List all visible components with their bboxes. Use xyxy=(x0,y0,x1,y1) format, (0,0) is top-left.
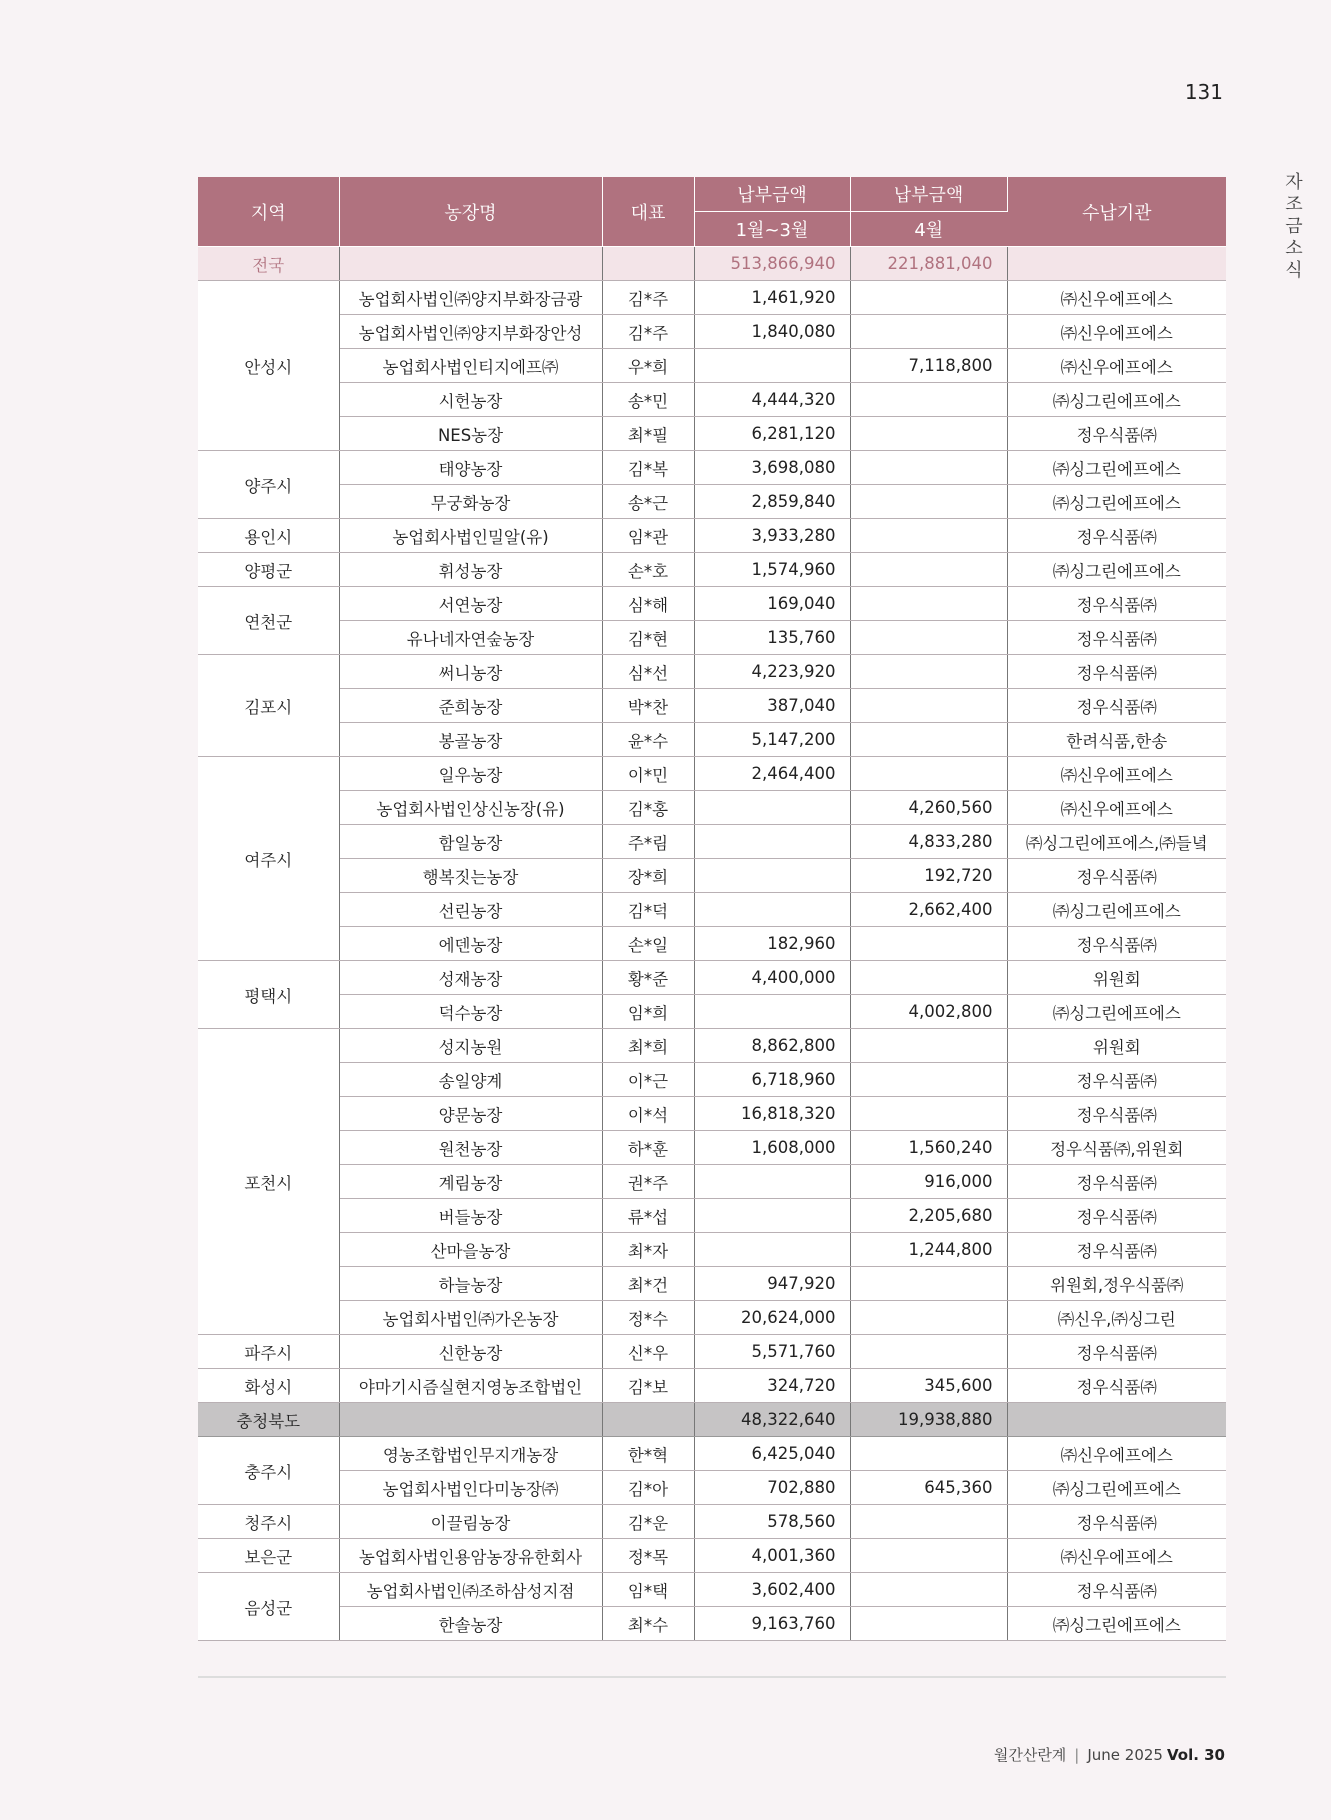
representative-cell: 주*림 xyxy=(602,825,694,859)
region-cell: 연천군 xyxy=(198,587,339,655)
amount-q1-cell xyxy=(694,1199,850,1233)
representative-cell: 임*관 xyxy=(602,519,694,553)
agency-cell: 정우식품㈜ xyxy=(1007,1233,1226,1267)
representative-cell: 김*아 xyxy=(602,1471,694,1505)
farm-name-cell: NES농장 xyxy=(339,417,602,451)
farm-name-cell: 농업회사법인티지에프㈜ xyxy=(339,349,602,383)
region-cell: 여주시 xyxy=(198,757,339,961)
representative-cell: 최*자 xyxy=(602,1233,694,1267)
representative-cell: 이*석 xyxy=(602,1097,694,1131)
farm-name-cell: 봉골농장 xyxy=(339,723,602,757)
amount-apr-cell xyxy=(850,689,1007,723)
agency-cell: 정우식품㈜ xyxy=(1007,417,1226,451)
representative-cell: 임*택 xyxy=(602,1573,694,1607)
table-row xyxy=(198,417,1226,451)
farm-name-cell: 원천농장 xyxy=(339,1131,602,1165)
agency-cell: ㈜신우에프에스 xyxy=(1007,791,1226,825)
amount-apr-cell: 2,205,680 xyxy=(850,1199,1007,1233)
amount-apr-cell xyxy=(850,315,1007,349)
representative-cell: 권*주 xyxy=(602,1165,694,1199)
farm-name-cell: 행복짓는농장 xyxy=(339,859,602,893)
table-row xyxy=(198,859,1226,893)
agency-cell: ㈜신우에프에스 xyxy=(1007,281,1226,315)
agency-cell: ㈜신우에프에스 xyxy=(1007,1437,1226,1471)
agency-cell: ㈜싱그린에프에스 xyxy=(1007,553,1226,587)
payment-table-container xyxy=(198,177,1226,1641)
footer-issue: June 2025 xyxy=(1087,1746,1163,1764)
agency-cell: 위원회 xyxy=(1007,1029,1226,1063)
table-row xyxy=(198,1301,1226,1335)
payment-table xyxy=(198,177,1226,1641)
farm-name-cell: 송일양계 xyxy=(339,1063,602,1097)
amount-apr-cell: 2,662,400 xyxy=(850,893,1007,927)
amount-apr-cell: 192,720 xyxy=(850,859,1007,893)
table-row xyxy=(198,757,1226,791)
amount-q1-cell: 16,818,320 xyxy=(694,1097,850,1131)
agency-cell: 정우식품㈜ xyxy=(1007,587,1226,621)
table-row xyxy=(198,791,1226,825)
table-row xyxy=(198,1607,1226,1641)
amount-apr-cell xyxy=(850,1063,1007,1097)
farm-name-cell: 야마기시즘실현지영농조합법인 xyxy=(339,1369,602,1403)
amount-q1-cell: 702,880 xyxy=(694,1471,850,1505)
amount-q1-cell: 578,560 xyxy=(694,1505,850,1539)
farm-name-cell: 하늘농장 xyxy=(339,1267,602,1301)
region-cell: 평택시 xyxy=(198,961,339,1029)
agency-cell: 정우식품㈜ xyxy=(1007,621,1226,655)
farm-name-cell: 영농조합법인무지개농장 xyxy=(339,1437,602,1471)
agency-cell: ㈜신우에프에스 xyxy=(1007,315,1226,349)
farm-name-cell: 태양농장 xyxy=(339,451,602,485)
header-period-apr: 4월 xyxy=(850,212,1007,247)
footer-volume: Vol. 30 xyxy=(1166,1746,1225,1764)
representative-cell: 정*수 xyxy=(602,1301,694,1335)
amount-apr-cell xyxy=(850,1335,1007,1369)
table-row xyxy=(198,893,1226,927)
agency-cell: ㈜싱그린에프에스,㈜들녘 xyxy=(1007,825,1226,859)
agency-cell: ㈜신우에프에스 xyxy=(1007,1539,1226,1573)
farm-name-cell: 한솔농장 xyxy=(339,1607,602,1641)
amount-q1-cell: 9,163,760 xyxy=(694,1607,850,1641)
farm-name-cell: 농업회사법인㈜조하삼성지점 xyxy=(339,1573,602,1607)
representative-cell: 한*혁 xyxy=(602,1437,694,1471)
amount-q1-cell xyxy=(694,1233,850,1267)
table-row xyxy=(198,383,1226,417)
representative-cell: 김*복 xyxy=(602,451,694,485)
representative-cell: 황*준 xyxy=(602,961,694,995)
representative-cell: 김*운 xyxy=(602,1505,694,1539)
representative-cell: 김*주 xyxy=(602,315,694,349)
amount-q1-cell: 20,624,000 xyxy=(694,1301,850,1335)
header-agency: 수납기관 xyxy=(1007,177,1226,247)
agency-cell: ㈜싱그린에프에스 xyxy=(1007,995,1226,1029)
farm-name-cell: 계림농장 xyxy=(339,1165,602,1199)
representative-cell: 송*근 xyxy=(602,485,694,519)
farm-name-cell: 농업회사법인밀알(유) xyxy=(339,519,602,553)
region-cell: 용인시 xyxy=(198,519,339,553)
representative-cell: 손*일 xyxy=(602,927,694,961)
agency-cell: 정우식품㈜ xyxy=(1007,927,1226,961)
farm-name-cell: 휘성농장 xyxy=(339,553,602,587)
amount-q1-cell: 135,760 xyxy=(694,621,850,655)
farm-name-cell: 써니농장 xyxy=(339,655,602,689)
representative-cell: 손*호 xyxy=(602,553,694,587)
farm-name-cell: 시헌농장 xyxy=(339,383,602,417)
agency-cell: ㈜신우,㈜싱그린 xyxy=(1007,1301,1226,1335)
amount-q1-cell: 3,933,280 xyxy=(694,519,850,553)
agency-cell: ㈜싱그린에프에스 xyxy=(1007,383,1226,417)
table-row xyxy=(198,1131,1226,1165)
table-row xyxy=(198,485,1226,519)
agency-cell: 정우식품㈜ xyxy=(1007,1369,1226,1403)
table-row xyxy=(198,621,1226,655)
amount-q1-cell xyxy=(694,1165,850,1199)
amount-apr-cell xyxy=(850,1607,1007,1641)
amount-q1-cell: 1,574,960 xyxy=(694,553,850,587)
farm-name-cell: 성재농장 xyxy=(339,961,602,995)
representative-cell: 윤*수 xyxy=(602,723,694,757)
amount-apr-cell xyxy=(850,587,1007,621)
table-row xyxy=(198,1539,1226,1573)
table-row xyxy=(198,349,1226,383)
amount-apr-cell: 4,002,800 xyxy=(850,995,1007,1029)
amount-apr-cell xyxy=(850,1539,1007,1573)
amount-apr-cell: 345,600 xyxy=(850,1369,1007,1403)
table-row xyxy=(198,1471,1226,1505)
amount-q1-cell: 3,602,400 xyxy=(694,1573,850,1607)
region-cell: 포천시 xyxy=(198,1029,339,1335)
national-total-row xyxy=(198,247,1226,281)
agency-cell: ㈜싱그린에프에스 xyxy=(1007,1607,1226,1641)
farm-name-cell: 농업회사법인㈜양지부화장금광 xyxy=(339,281,602,315)
amount-apr-cell: 4,833,280 xyxy=(850,825,1007,859)
farm-name-cell: 성지농원 xyxy=(339,1029,602,1063)
table-body xyxy=(198,247,1226,1641)
agency-cell: 정우식품㈜ xyxy=(1007,689,1226,723)
table-row xyxy=(198,1437,1226,1471)
table-row xyxy=(198,1199,1226,1233)
farm-name-cell: 농업회사법인다미농장㈜ xyxy=(339,1471,602,1505)
national-total-q1: 513,866,940 xyxy=(694,247,850,281)
amount-apr-cell xyxy=(850,1029,1007,1063)
table-row xyxy=(198,587,1226,621)
amount-apr-cell xyxy=(850,485,1007,519)
farm-name-cell: 신한농장 xyxy=(339,1335,602,1369)
amount-apr-cell xyxy=(850,553,1007,587)
table-row xyxy=(198,655,1226,689)
footer-magazine: 월간산란계 xyxy=(993,1746,1067,1764)
agency-cell: 위원회 xyxy=(1007,961,1226,995)
amount-apr-cell xyxy=(850,757,1007,791)
agency-cell: ㈜싱그린에프에스 xyxy=(1007,893,1226,927)
amount-q1-cell xyxy=(694,825,850,859)
province-total-q1: 48,322,640 xyxy=(694,1403,850,1437)
representative-cell: 장*희 xyxy=(602,859,694,893)
agency-cell: 정우식품㈜ xyxy=(1007,1165,1226,1199)
amount-apr-cell: 7,118,800 xyxy=(850,349,1007,383)
amount-q1-cell xyxy=(694,791,850,825)
representative-cell: 우*희 xyxy=(602,349,694,383)
national-total-label: 전국 xyxy=(198,247,339,281)
representative-cell: 김*덕 xyxy=(602,893,694,927)
farm-name-cell: 덕수농장 xyxy=(339,995,602,1029)
table-row xyxy=(198,723,1226,757)
representative-cell: 정*목 xyxy=(602,1539,694,1573)
amount-q1-cell: 2,859,840 xyxy=(694,485,850,519)
farm-name-cell: 버들농장 xyxy=(339,1199,602,1233)
header-period-q1: 1월~3월 xyxy=(694,212,850,247)
table-row xyxy=(198,825,1226,859)
agency-cell: 정우식품㈜,위원회 xyxy=(1007,1131,1226,1165)
farm-name-cell: 농업회사법인㈜양지부화장안성 xyxy=(339,315,602,349)
amount-apr-cell: 1,560,240 xyxy=(850,1131,1007,1165)
farm-name-cell: 준희농장 xyxy=(339,689,602,723)
representative-cell: 김*현 xyxy=(602,621,694,655)
province-total-row xyxy=(198,1403,1226,1437)
region-cell: 화성시 xyxy=(198,1369,339,1403)
table-row xyxy=(198,995,1226,1029)
representative-cell: 최*희 xyxy=(602,1029,694,1063)
amount-apr-cell xyxy=(850,1437,1007,1471)
header-amount-q1: 납부금액 xyxy=(694,177,850,212)
amount-q1-cell: 947,920 xyxy=(694,1267,850,1301)
table-row xyxy=(198,1165,1226,1199)
amount-q1-cell xyxy=(694,859,850,893)
table-row xyxy=(198,1233,1226,1267)
representative-cell: 하*훈 xyxy=(602,1131,694,1165)
amount-apr-cell xyxy=(850,383,1007,417)
table-row xyxy=(198,451,1226,485)
amount-q1-cell xyxy=(694,349,850,383)
farm-name-cell: 농업회사법인상신농장(유) xyxy=(339,791,602,825)
representative-cell: 김*주 xyxy=(602,281,694,315)
amount-q1-cell: 1,840,080 xyxy=(694,315,850,349)
amount-q1-cell: 6,425,040 xyxy=(694,1437,850,1471)
table-row xyxy=(198,1369,1226,1403)
header-farm: 농장명 xyxy=(339,177,602,247)
representative-cell: 신*우 xyxy=(602,1335,694,1369)
amount-q1-cell xyxy=(694,893,850,927)
farm-name-cell: 유나네자연숲농장 xyxy=(339,621,602,655)
region-cell: 양주시 xyxy=(198,451,339,519)
agency-cell: ㈜싱그린에프에스 xyxy=(1007,451,1226,485)
farm-name-cell: 양문농장 xyxy=(339,1097,602,1131)
representative-cell: 송*민 xyxy=(602,383,694,417)
province-total-apr: 19,938,880 xyxy=(850,1403,1007,1437)
region-cell: 김포시 xyxy=(198,655,339,757)
region-cell: 보은군 xyxy=(198,1539,339,1573)
table-row xyxy=(198,1505,1226,1539)
agency-cell: 정우식품㈜ xyxy=(1007,655,1226,689)
agency-cell: ㈜신우에프에스 xyxy=(1007,349,1226,383)
amount-apr-cell xyxy=(850,451,1007,485)
table-row xyxy=(198,315,1226,349)
table-row xyxy=(198,519,1226,553)
amount-apr-cell xyxy=(850,927,1007,961)
amount-q1-cell: 182,960 xyxy=(694,927,850,961)
representative-cell: 이*민 xyxy=(602,757,694,791)
table-row xyxy=(198,1267,1226,1301)
amount-q1-cell: 4,223,920 xyxy=(694,655,850,689)
amount-apr-cell xyxy=(850,417,1007,451)
page-number: 131 xyxy=(1184,80,1223,104)
amount-apr-cell xyxy=(850,655,1007,689)
amount-apr-cell xyxy=(850,1097,1007,1131)
agency-cell: ㈜싱그린에프에스 xyxy=(1007,485,1226,519)
representative-cell: 김*보 xyxy=(602,1369,694,1403)
amount-q1-cell: 4,444,320 xyxy=(694,383,850,417)
farm-name-cell: 이끌림농장 xyxy=(339,1505,602,1539)
agency-cell: 정우식품㈜ xyxy=(1007,859,1226,893)
footer: 월간산란계 | June 2025 Vol. 30 xyxy=(993,1746,1225,1764)
amount-apr-cell xyxy=(850,519,1007,553)
table-row xyxy=(198,927,1226,961)
amount-apr-cell xyxy=(850,1301,1007,1335)
agency-cell: 정우식품㈜ xyxy=(1007,1335,1226,1369)
header-amount-apr: 납부금액 xyxy=(850,177,1007,212)
farm-name-cell: 선린농장 xyxy=(339,893,602,927)
representative-cell: 김*홍 xyxy=(602,791,694,825)
header-region: 지역 xyxy=(198,177,339,247)
representative-cell: 이*근 xyxy=(602,1063,694,1097)
agency-cell: 위원회,정우식품㈜ xyxy=(1007,1267,1226,1301)
farm-name-cell: 함일농장 xyxy=(339,825,602,859)
amount-q1-cell: 387,040 xyxy=(694,689,850,723)
agency-cell: 정우식품㈜ xyxy=(1007,1505,1226,1539)
agency-cell: 정우식품㈜ xyxy=(1007,1097,1226,1131)
amount-q1-cell: 1,608,000 xyxy=(694,1131,850,1165)
farm-name-cell: 에덴농장 xyxy=(339,927,602,961)
amount-apr-cell xyxy=(850,1267,1007,1301)
agency-cell: ㈜싱그린에프에스 xyxy=(1007,1471,1226,1505)
representative-cell: 류*섭 xyxy=(602,1199,694,1233)
table-row xyxy=(198,553,1226,587)
farm-name-cell: 서연농장 xyxy=(339,587,602,621)
amount-q1-cell: 4,400,000 xyxy=(694,961,850,995)
region-cell: 음성군 xyxy=(198,1573,339,1641)
section-side-label: 자조금소식 xyxy=(1282,172,1303,282)
representative-cell: 심*선 xyxy=(602,655,694,689)
region-cell: 청주시 xyxy=(198,1505,339,1539)
amount-apr-cell xyxy=(850,621,1007,655)
amount-q1-cell: 5,571,760 xyxy=(694,1335,850,1369)
national-total-apr: 221,881,040 xyxy=(850,247,1007,281)
representative-cell: 심*해 xyxy=(602,587,694,621)
table-row xyxy=(198,281,1226,315)
amount-q1-cell: 5,147,200 xyxy=(694,723,850,757)
table-row xyxy=(198,1063,1226,1097)
representative-cell: 박*찬 xyxy=(602,689,694,723)
agency-cell: 정우식품㈜ xyxy=(1007,1199,1226,1233)
amount-apr-cell xyxy=(850,961,1007,995)
representative-cell: 임*희 xyxy=(602,995,694,1029)
region-cell: 충주시 xyxy=(198,1437,339,1505)
farm-name-cell: 농업회사법인㈜가온농장 xyxy=(339,1301,602,1335)
agency-cell: 정우식품㈜ xyxy=(1007,519,1226,553)
amount-apr-cell xyxy=(850,723,1007,757)
table-row xyxy=(198,1097,1226,1131)
amount-q1-cell xyxy=(694,995,850,1029)
table-bottom-rule xyxy=(198,1676,1226,1678)
representative-cell: 최*필 xyxy=(602,417,694,451)
amount-q1-cell: 6,718,960 xyxy=(694,1063,850,1097)
table-row xyxy=(198,689,1226,723)
amount-q1-cell: 8,862,800 xyxy=(694,1029,850,1063)
farm-name-cell: 무궁화농장 xyxy=(339,485,602,519)
amount-q1-cell: 6,281,120 xyxy=(694,417,850,451)
amount-q1-cell: 3,698,080 xyxy=(694,451,850,485)
farm-name-cell: 농업회사법인용암농장유한회사 xyxy=(339,1539,602,1573)
amount-apr-cell: 1,244,800 xyxy=(850,1233,1007,1267)
amount-q1-cell: 2,464,400 xyxy=(694,757,850,791)
amount-apr-cell xyxy=(850,1505,1007,1539)
table-row xyxy=(198,1029,1226,1063)
agency-cell: 정우식품㈜ xyxy=(1007,1063,1226,1097)
agency-cell: 정우식품㈜ xyxy=(1007,1573,1226,1607)
header-rep: 대표 xyxy=(602,177,694,247)
amount-apr-cell xyxy=(850,1573,1007,1607)
amount-q1-cell: 169,040 xyxy=(694,587,850,621)
amount-apr-cell: 645,360 xyxy=(850,1471,1007,1505)
farm-name-cell: 산마을농장 xyxy=(339,1233,602,1267)
table-row xyxy=(198,961,1226,995)
amount-apr-cell: 4,260,560 xyxy=(850,791,1007,825)
region-cell: 양평군 xyxy=(198,553,339,587)
amount-q1-cell: 4,001,360 xyxy=(694,1539,850,1573)
agency-cell: ㈜신우에프에스 xyxy=(1007,757,1226,791)
province-total-label: 충청북도 xyxy=(198,1403,339,1437)
table-row xyxy=(198,1573,1226,1607)
amount-apr-cell xyxy=(850,281,1007,315)
amount-q1-cell: 324,720 xyxy=(694,1369,850,1403)
amount-apr-cell: 916,000 xyxy=(850,1165,1007,1199)
amount-q1-cell: 1,461,920 xyxy=(694,281,850,315)
region-cell: 안성시 xyxy=(198,281,339,451)
farm-name-cell: 일우농장 xyxy=(339,757,602,791)
table-row xyxy=(198,1335,1226,1369)
agency-cell: 한려식품,한송 xyxy=(1007,723,1226,757)
representative-cell: 최*건 xyxy=(602,1267,694,1301)
region-cell: 파주시 xyxy=(198,1335,339,1369)
representative-cell: 최*수 xyxy=(602,1607,694,1641)
